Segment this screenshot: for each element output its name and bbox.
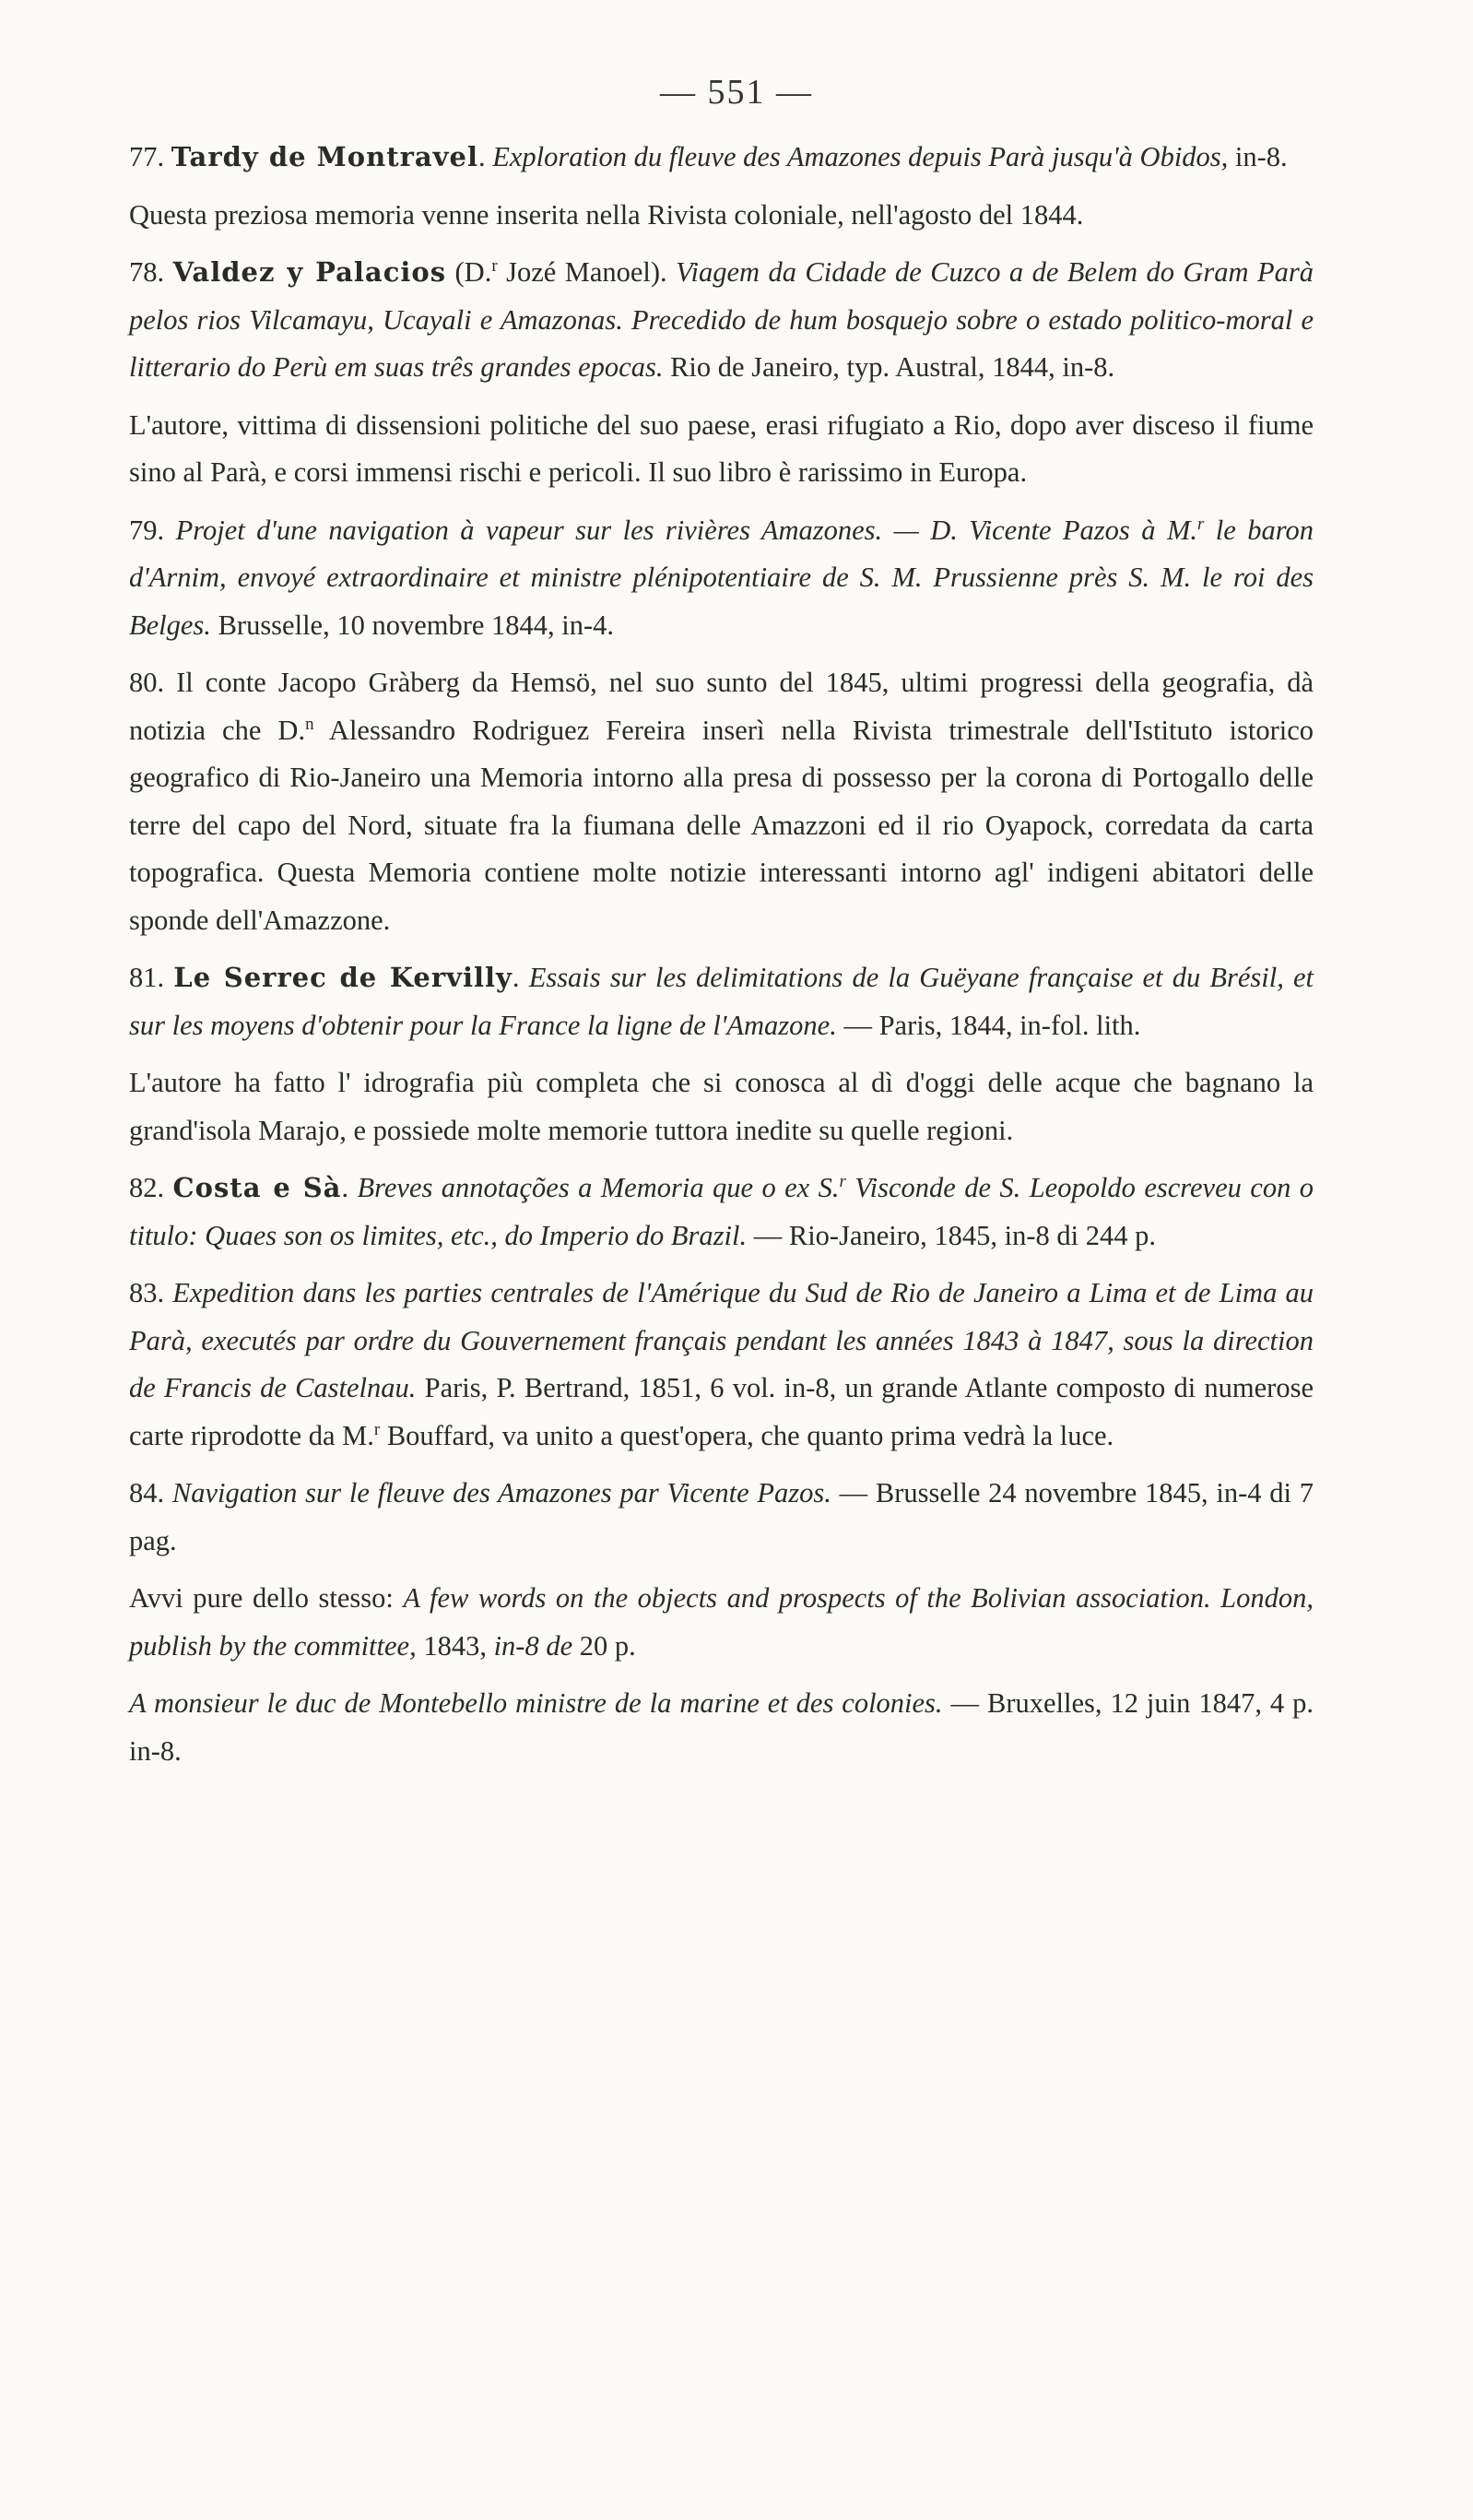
entry-details-cont: 20 p. — [572, 1629, 636, 1662]
entry-author: Tardy de Montravel — [171, 141, 478, 172]
superscript: r — [1197, 514, 1205, 534]
superscript: r — [839, 1171, 846, 1191]
entry-title: Viagem da Cidade de Cuzco a de Belem do Gram Parà pelos rios Vilcamayu, Ucayali e Amazonas. Precedido de hum bosquejo sobre o estado politico-moral e litterario do Perù em suas três grandes epocas. — [129, 256, 1314, 383]
entry-77: 77. Tardy de Montravel. Exploration du fleuve des Amazones depuis Parà jusqu'à Obidos, in-8. — [129, 141, 1288, 172]
entry-82: 82. Costa e Sà. Breves annotações a Memoria que o ex S.$^r$ Visconde de S. Leopoldo escreveu con o titulo: Quaes son os limites, etc., do Imperio do Brazil. — Rio-Janeiro, 1845, in-8 di 244 p. — [129, 1171, 1314, 1251]
entry-details: Paris, P. Bertrand, 1851, 6 vol. in-8, un grande Atlante composto di numerose carte riprodotte da M. — [129, 1372, 1314, 1451]
page-number: — 551 — — [660, 73, 813, 112]
entry-number: 77. — [129, 141, 165, 172]
entry-details: — Bruxelles, 12 juin 1847, 4 p. in-8. — [129, 1687, 1314, 1767]
entry-details-cont: Bouffard, va unito a quest'opera, che quanto prima vedrà la luce. — [380, 1419, 1114, 1451]
entry-title-cont: Visconde de S. Leopoldo escreveu con o titulo: Quaes son os limites, etc., do Imperio do Brazil. — [129, 1172, 1314, 1251]
entry-details: — Rio-Janeiro, 1845, in-8 di 244 p. — [747, 1219, 1157, 1251]
entry-author: Costa e Sà — [172, 1172, 342, 1203]
entry-81: 81. Le Serrec de Kervilly. Essais sur les delimitations de la Guëyane française et du Brésil, et sur les moyens d'obtenir pour la France la ligne de l'Amazone. — Paris, 1844, in-fol. lith. — [129, 962, 1314, 1041]
entry-details: 1843, — [416, 1629, 494, 1662]
entry-author: Le Serrec de Kervilly — [173, 962, 513, 993]
entry-number: 82. — [129, 1172, 165, 1203]
entry-78-note: L'autore, vittima di dissensioni politiche del suo paese, erasi rifugiato a Rio, dopo aver disceso il fiume sino al Parà, e corsi immensi rischi e pericoli. Il suo libro è rarissimo in Europa. — [129, 408, 1314, 488]
entry-details: Brusselle, 10 novembre 1844, in-4. — [210, 609, 615, 641]
entry-details: — Paris, 1844, in-fol. lith. — [836, 1009, 1141, 1041]
entry-number: 81. — [129, 962, 165, 993]
entry-80 — [129, 659, 1314, 944]
entry-author: Valdez y Palacios — [172, 256, 447, 288]
superscript: r — [373, 1419, 381, 1439]
entry-77-note: Questa preziosa memoria venne inserita nella Rivista coloniale, nell'agosto del 1844. — [129, 198, 1084, 231]
entry-83 — [129, 1270, 1314, 1460]
entry-details: — Brusselle 24 novembre 1845, in-4 di 7 pag. — [129, 1477, 1314, 1556]
entry-79 — [129, 507, 1314, 650]
entry-84 — [129, 1470, 1314, 1565]
entry-text-cont: Alessandro Rodriguez Fereira inserì nella Rivista trimestrale dell'Istituto istorico geografico di Rio-Janeiro una Memoria intorno alla presa di possesso per la corona di Portogallo delle terre del capo del Nord, situate fra la fiumana delle Amazzoni ed il rio Oyapock, corredata da carta topografica. Questa Memoria contiene molte notizie interessanti intorno agl' indigeni abitatori delle sponde dell'Amazzone. — [129, 714, 1314, 936]
entry-title-cont: in-8 de — [493, 1629, 573, 1662]
entry-details: in-8. — [1228, 141, 1288, 172]
entry-title: Expedition dans les parties centrales de l'Amérique du Sud de Rio de Janeiro a Lima et de Lima au Parà, executés par ordre du Gouvernement français pendant les années 1843 à 1847, sous la direction de Francis de Castelnau. — [129, 1277, 1314, 1403]
entry-title: Breves annotações a Memoria que o ex S. — [357, 1172, 840, 1203]
entry-78 — [129, 249, 1314, 392]
entry-author-detail: Jozé Manoel). — [497, 256, 677, 288]
entry-number: 84. — [129, 1477, 165, 1508]
entry-title: A monsieur le duc de Montebello ministre de la marine et des colonies. — [129, 1687, 943, 1719]
entry-number: 79. — [129, 514, 165, 546]
entry-title: Essais sur les delimitations de la Guëyane française et du Brésil, et sur les moyens d'obtenir pour la France la ligne de l'Amazone. — [129, 962, 1314, 1041]
entry-84-also — [129, 1575, 1314, 1670]
entry-text: Il conte Jacopo Gràberg da Hemsö, nel suo sunto del 1845, ultimi progressi della geografia, dà notizia che D. — [129, 667, 1314, 746]
entry-details: Rio de Janeiro, typ. Austral, 1844, in-8. — [663, 351, 1115, 383]
entry-author-detail: (D. — [446, 256, 492, 288]
entry-title: Projet d'une navigation à vapeur sur les rivières Amazones. — D. Vicente Pazos à M. — [175, 514, 1197, 546]
entry-text: Avvi pure dello stesso: — [129, 1582, 404, 1614]
entry-number: 78. — [129, 256, 165, 288]
entry-title: A few words on the objects and prospects of the Bolivian association. London, publish by the committee, — [129, 1582, 1314, 1662]
entry-84-letter — [129, 1680, 1314, 1775]
superscript: n — [305, 714, 314, 734]
entry-number: 80. — [129, 667, 165, 698]
page-body — [129, 134, 1314, 1785]
entry-number: 83. — [129, 1277, 165, 1308]
entry-title: Navigation sur le fleuve des Amazones par Vicente Pazos. — [171, 1477, 831, 1508]
superscript: r — [491, 255, 498, 276]
entry-title-cont: le baron d'Arnim, envoyé extraordinaire et ministre plénipotentiaire de S. M. Prussienne près S. M. le roi des Belges. — [129, 514, 1314, 641]
entry-title: Exploration du fleuve des Amazones depuis Parà jusqu'à Obidos, — [492, 141, 1229, 172]
entry-81-note: L'autore ha fatto l' idrografia più completa che si conosca al dì d'oggi delle acque che bagnano la grand'isola Marajo, e possiede molte memorie tuttora inedite su quelle regioni. — [129, 1067, 1314, 1146]
